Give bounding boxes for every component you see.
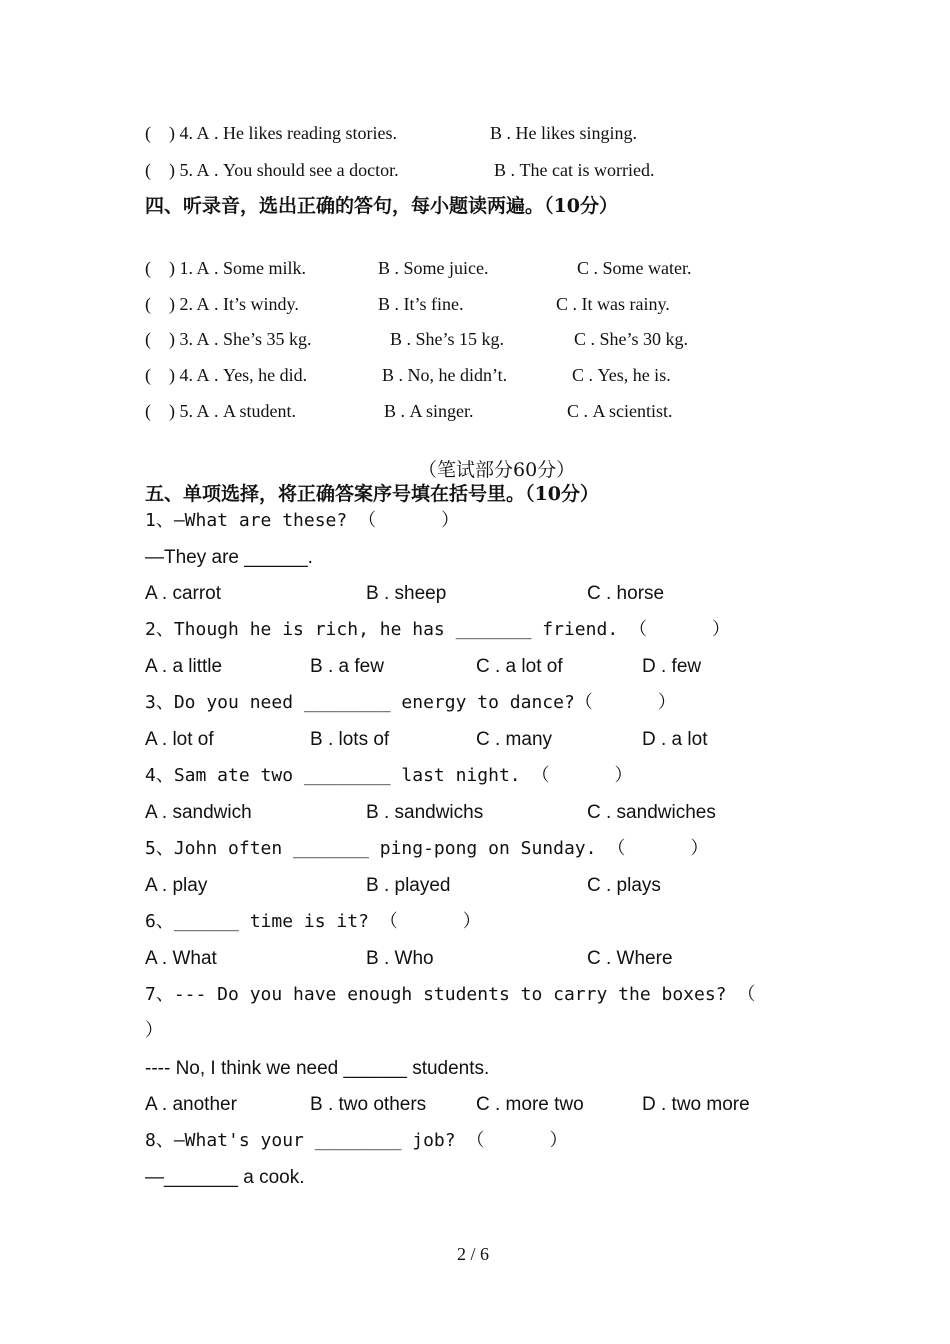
- part5-q6-option-b: B . Who: [366, 948, 434, 969]
- part5-q3-option-d: D . a lot: [642, 729, 708, 750]
- part5-q1-option-c: C . horse: [587, 583, 665, 604]
- part4-q2-option-b: B . It’s fine.: [378, 294, 464, 314]
- part5-q4-option-c: C . sandwiches: [587, 802, 716, 823]
- part4-q4-option-c: C . Yes, he is.: [572, 365, 671, 385]
- part5-heading: 五、单项选择，将正确答案序号填在括号里。（10分）: [145, 483, 599, 505]
- part4-q3-option-a: ( ) 3. A . She’s 35 kg.: [145, 329, 312, 349]
- part3-q5-option-a: ( ) 5. A . You should see a doctor.: [145, 160, 399, 180]
- part4-q4-option-a: ( ) 4. A . Yes, he did.: [145, 365, 308, 385]
- part5-q3-option-a: A . lot of: [145, 729, 214, 750]
- part5-q4-stem: 4、Sam ate two ________ last night. （ ）: [145, 765, 633, 786]
- part5-q5-option-b: B . played: [366, 875, 451, 896]
- part4-q5-option-a: ( ) 5. A . A student.: [145, 401, 296, 421]
- part4-q1-option-a: ( ) 1. A . Some milk.: [145, 258, 306, 278]
- part5-q4-option-a: A . sandwich: [145, 802, 252, 823]
- part5-q2-stem: 2、Though he is rich, he has _______ friend. （ ）: [145, 619, 731, 640]
- part5-q6-option-c: C . Where: [587, 948, 673, 969]
- page-number: 2 / 6: [457, 1244, 490, 1264]
- part5-q2-option-c: C . a lot of: [476, 656, 563, 677]
- written-part-title: （笔试部分60分）: [418, 459, 576, 481]
- part4-q1-option-c: C . Some water.: [577, 258, 692, 278]
- part4-q5-option-b: B . A singer.: [384, 401, 474, 421]
- part4-q5-option-c: C . A scientist.: [567, 401, 673, 421]
- part5-q6-option-a: A . What: [145, 948, 217, 969]
- part5-q7-option-d: D . two more: [642, 1094, 750, 1115]
- part5-q8-stem: 8、—What's your ________ job? （ ）: [145, 1130, 568, 1151]
- part5-q2-option-a: A . a little: [145, 656, 223, 677]
- part5-q3-option-c: C . many: [476, 729, 553, 750]
- part5-q7-response: ---- No, I think we need ______ students.: [145, 1058, 490, 1079]
- part5-q3-option-b: B . lots of: [310, 729, 390, 750]
- part5-q1-option-b: B . sheep: [366, 583, 447, 604]
- part5-q2-option-b: B . a few: [310, 656, 384, 677]
- part4-q2-option-c: C . It was rainy.: [556, 294, 670, 314]
- part4-q3-option-b: B . She’s 15 kg.: [390, 329, 505, 349]
- part5-q7-stem-end: ）: [145, 1020, 163, 1041]
- part5-q5-stem: 5、John often _______ ping-pong on Sunday. （ ）: [145, 838, 709, 859]
- part4-heading: 四、听录音，选出正确的答句，每小题读两遍。（10分）: [145, 195, 618, 217]
- part5-q5-option-c: C . plays: [587, 875, 661, 896]
- part5-q5-option-a: A . play: [145, 875, 208, 896]
- part5-q1-response: —They are ______.: [145, 547, 313, 568]
- part3-q4-option-a: ( ) 4. A . He likes reading stories.: [145, 123, 397, 143]
- part4-q3-option-c: C . She’s 30 kg.: [574, 329, 689, 349]
- part3-q4-option-b: B . He likes singing.: [490, 123, 637, 143]
- part5-q1-option-a: A . carrot: [145, 583, 222, 604]
- part5-q6-stem: 6、______ time is it? （ ）: [145, 911, 481, 932]
- part3-q5-option-b: B . The cat is worried.: [494, 160, 655, 180]
- part5-q8-response: —_______ a cook.: [145, 1167, 305, 1188]
- part5-q7-option-a: A . another: [145, 1094, 237, 1115]
- part4-q1-option-b: B . Some juice.: [378, 258, 489, 278]
- part4-q2-option-a: ( ) 2. A . It’s windy.: [145, 294, 299, 314]
- part5-q4-option-b: B . sandwichs: [366, 802, 484, 823]
- part5-q2-option-d: D . few: [642, 656, 702, 677]
- part5-q1-stem: 1、—What are these? （ ）: [145, 510, 460, 531]
- part5-q3-stem: 3、Do you need ________ energy to dance?（ ）: [145, 692, 676, 713]
- part4-q4-option-b: B . No, he didn’t.: [382, 365, 508, 385]
- part5-q7-stem: 7、--- Do you have enough students to carry the boxes? （: [145, 984, 756, 1005]
- part5-q7-option-c: C . more two: [476, 1094, 584, 1115]
- part5-q7-option-b: B . two others: [310, 1094, 427, 1115]
